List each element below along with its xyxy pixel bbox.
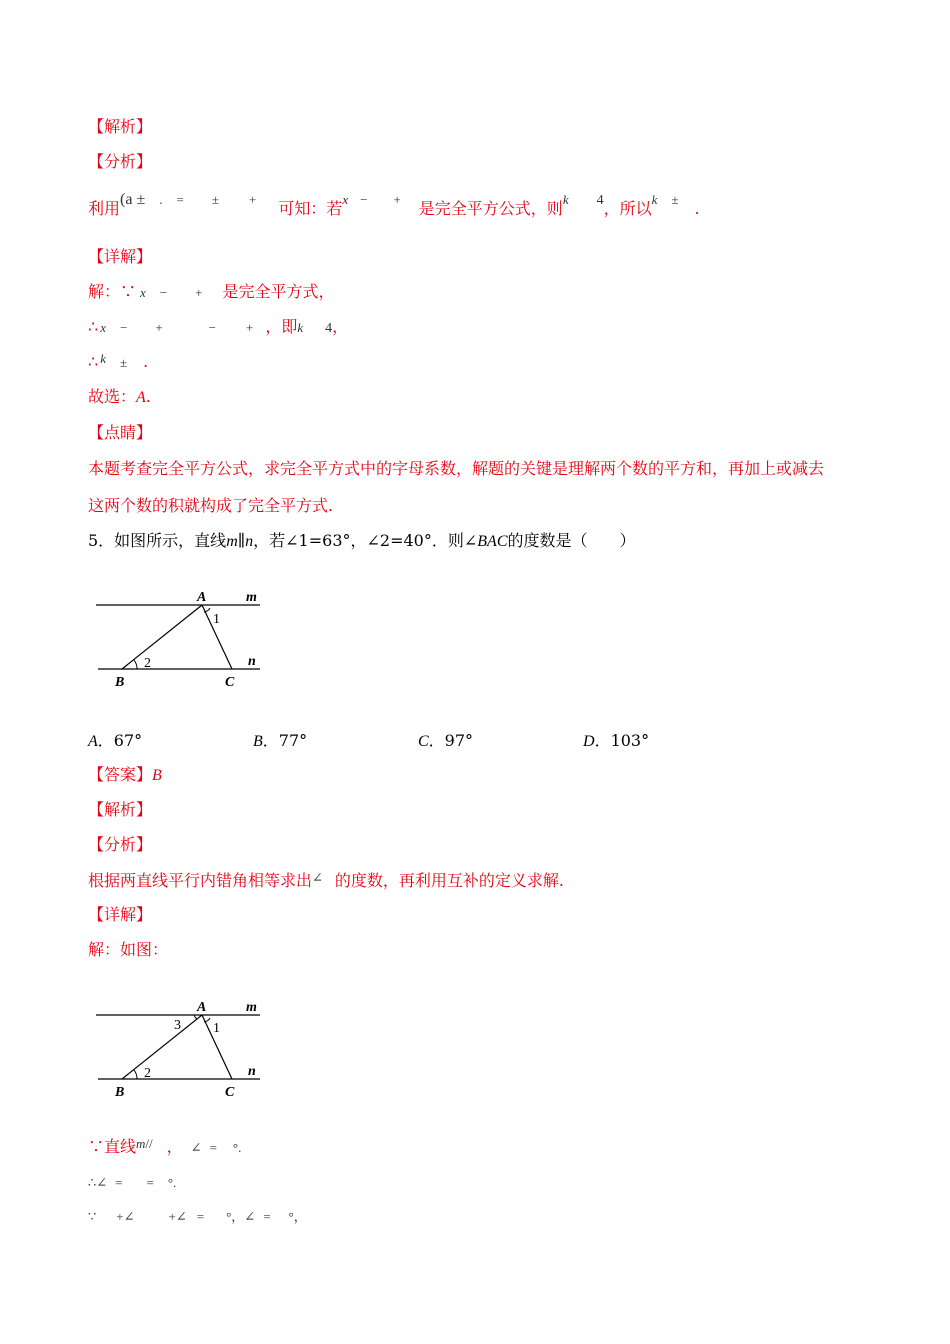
geometry-figure-2 [90,995,280,1105]
label-c: C [225,675,235,690]
analysis-heading-2: 【解析】 [88,800,153,819]
label-b: B [115,1085,125,1100]
angle-2-arc [134,1070,137,1079]
label-a: A [197,1000,207,1015]
comment-heading: 【点睛】 [88,423,153,442]
segment-ab [122,1015,202,1079]
proof-line-3: ∵ +∠ +∠ = °，∠ = °， [88,1209,307,1224]
fenxi-text: 利用(a ± . = ± + 可知：若$^x$ − + 是完全平方公式，则$^k$ 4，所以$^k$ ± . [88,191,700,218]
label-n: n [248,654,256,669]
detail-2-line-1: 解：如图： [88,940,169,959]
label-c: C [225,1085,235,1100]
label-2: 2 [144,656,151,671]
option-d[interactable]: D．103° [583,731,650,750]
label-1: 1 [213,1021,220,1036]
proof-line-2: ∴∠ = = °. [88,1175,177,1190]
label-m: m [246,1000,257,1015]
question-5: 5．如图所示，直线m∥n，若∠1=63°，∠2=40°．则∠BAC的度数是（ ） [88,531,636,550]
detail-line-3: ∴ $^k$ ± . [88,351,149,371]
label-2: 2 [144,1066,151,1081]
detail-line-1: 解：∵ x − + 是完全平方式， [88,282,335,301]
detail-heading-2: 【详解】 [88,905,153,924]
geometry-figure-1 [90,585,280,695]
angle-2-arc [134,660,137,669]
detail-line-4: 故选：A. [88,387,151,406]
comment-line-1: 本题考查完全平方公式，求完全平方式中的字母系数，解题的关键是理解两个数的平方和，再加上或减去 [88,459,825,478]
comment-line-2: 这两个数的积就构成了完全平方式. [88,496,334,515]
analysis-heading: 【解析】 [88,117,153,136]
label-b: B [115,675,125,690]
detail-line-2: ∴ x − + − + ，即k 4， [88,317,349,336]
fenxi-heading: 【分析】 [88,152,153,171]
label-1: 1 [213,612,220,627]
label-n: n [248,1064,256,1079]
label-a: A [197,590,207,605]
label-m: m [246,590,257,605]
label-3: 3 [174,1018,181,1033]
detail-heading: 【详解】 [88,247,153,266]
option-b[interactable]: B．77° [253,731,308,750]
fenxi-text-2: 根据两直线平行内错角相等求出∠ 的度数，再利用互补的定义求解. [88,870,565,890]
option-c[interactable]: C．97° [418,731,474,750]
option-a[interactable]: A．67° [88,731,143,750]
fenxi-heading-2: 【分析】 [88,835,153,854]
segment-ab [122,605,202,669]
answer: 【答案】B [88,765,162,784]
proof-line-1: ∵直线$^{m//}$ ， ∠ = °. [88,1136,242,1156]
